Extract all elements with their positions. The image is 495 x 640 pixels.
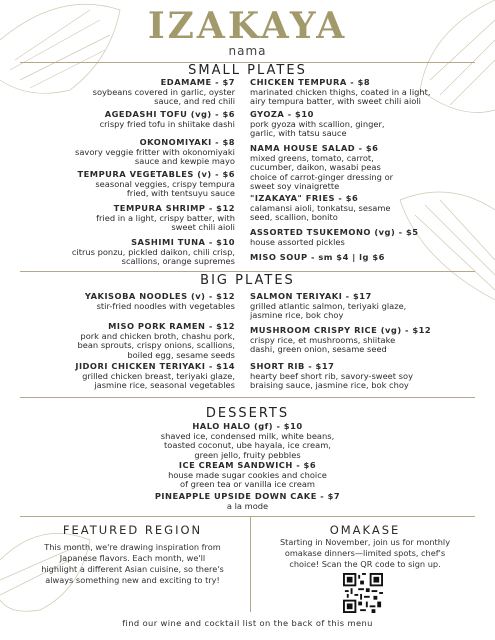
brand-header	[0, 6, 495, 58]
menu-item: GYOZA - $10 pork gyoza with scallion, ginger, garlic, with tatsu sauce	[250, 109, 385, 139]
menu-item: YAKISOBA NOODLES (v) - $12 stir-fried noodles with vegetables	[84, 291, 235, 311]
menu-item: AGEDASHI TOFU (vg) - $6 crispy fried tofu in shiitake dashi	[99, 109, 235, 129]
big-plates-title: BIG PLATES	[200, 273, 295, 288]
menu-item: "IZAKAYA" FRIES - $6 calamansi aioli, tonkatsu, sesame seed, scallion, bonito	[250, 193, 391, 223]
omakase-text: Starting in November, join us for monthly omakase dinners—limited spots, chef's choice! Scan the QR code to sign up.	[279, 537, 451, 569]
featured-region-text: This month, we're drawing inspiration from Japanese flavors. Each month, we'll highlight a different Asian cuisine, so there's always something new and exciting to try!	[41, 542, 224, 585]
divider	[20, 271, 475, 272]
menu-item: OKONOMIYAKI - $8 savory veggie fritter with okonomiyaki sauce and kewpie mayo	[75, 137, 235, 167]
menu-item: NAMA HOUSE SALAD - $6 mixed greens, tomato, carrot, cucumber, daikon, wasabi peas choice of carrot-ginger dressing or sweet soy vinaigrette	[250, 143, 394, 192]
column-divider	[250, 516, 251, 612]
menu-item: PINEAPPLE UPSIDE DOWN CAKE - $7 a la mode	[154, 491, 341, 511]
menu-item: MUSHROOM CRISPY RICE (vg) - $12 crispy rice, et mushrooms, shiitake dashi, green onion, sesame seed	[250, 325, 432, 355]
qr-code-icon[interactable]	[343, 573, 383, 613]
menu-item: SASHIMI TUNA - $10 citrus ponzu, pickled daikon, chili crisp, scallions, orange supremes	[71, 237, 235, 267]
menu-item: JIDORI CHICKEN TERIYAKI - $14 grilled chicken breast, teriyaki glaze, jasmine rice, seasonal vegetables	[75, 361, 235, 391]
menu-item: ASSORTED TSUKEMONO (vg) - $5 house assorted pickles	[250, 227, 419, 247]
menu-item: EDAMAME - $7 soybeans covered in garlic, oyster sauce, and red chili	[92, 77, 235, 107]
footer-note: find our wine and cocktail list on the back of this menu	[122, 618, 373, 628]
divider	[20, 516, 475, 517]
menu-item: MISO SOUP - sm $4 | lg $6	[250, 252, 385, 262]
restaurant-subtitle: nama	[228, 44, 267, 58]
menu-item: CHICKEN TEMPURA - $8 marinated chicken thighs, coated in a light, airy tempura batter, with sweet chili aioli	[250, 77, 431, 107]
restaurant-title: IZAKAYA	[147, 5, 348, 47]
desserts-title: DESSERTS	[205, 406, 290, 421]
divider	[20, 397, 475, 398]
menu-item: SHORT RIB - $17 hearty beef short rib, savory-sweet soy braising sauce, jasmine rice, bok choy	[250, 361, 413, 391]
menu-item: TEMPURA SHRIMP - $12 fried in a light, crispy batter, with sweet chili aioli	[96, 203, 235, 233]
featured-region-title: FEATURED REGION	[62, 523, 203, 537]
menu-item: HALO HALO (gf) - $10 shaved ice, condensed milk, white beans, toasted coconut, ube hayala, ice cream, green jello, fruity pebbles	[160, 421, 335, 460]
omakase-title: OMAKASE	[329, 523, 401, 537]
small-plates-title: SMALL PLATES	[188, 63, 307, 78]
menu-item: TEMPURA VEGETABLES (v) - $6 seasonal veggies, crispy tempura fried, with tentsuyu sauce	[77, 169, 235, 199]
menu-item: ICE CREAM SANDWICH - $6 house made sugar cookies and choice of green tea or vanilla ice cream	[168, 460, 327, 490]
menu-item: SALMON TERIYAKI - $17 grilled atlantic salmon, teriyaki glaze, jasmine rice, bok choy	[250, 291, 407, 321]
menu-item: MISO PORK RAMEN - $12 pork and chicken broth, chashu pork, bean sprouts, crispy onions, scallions, boiled egg, sesame seeds	[77, 321, 235, 360]
